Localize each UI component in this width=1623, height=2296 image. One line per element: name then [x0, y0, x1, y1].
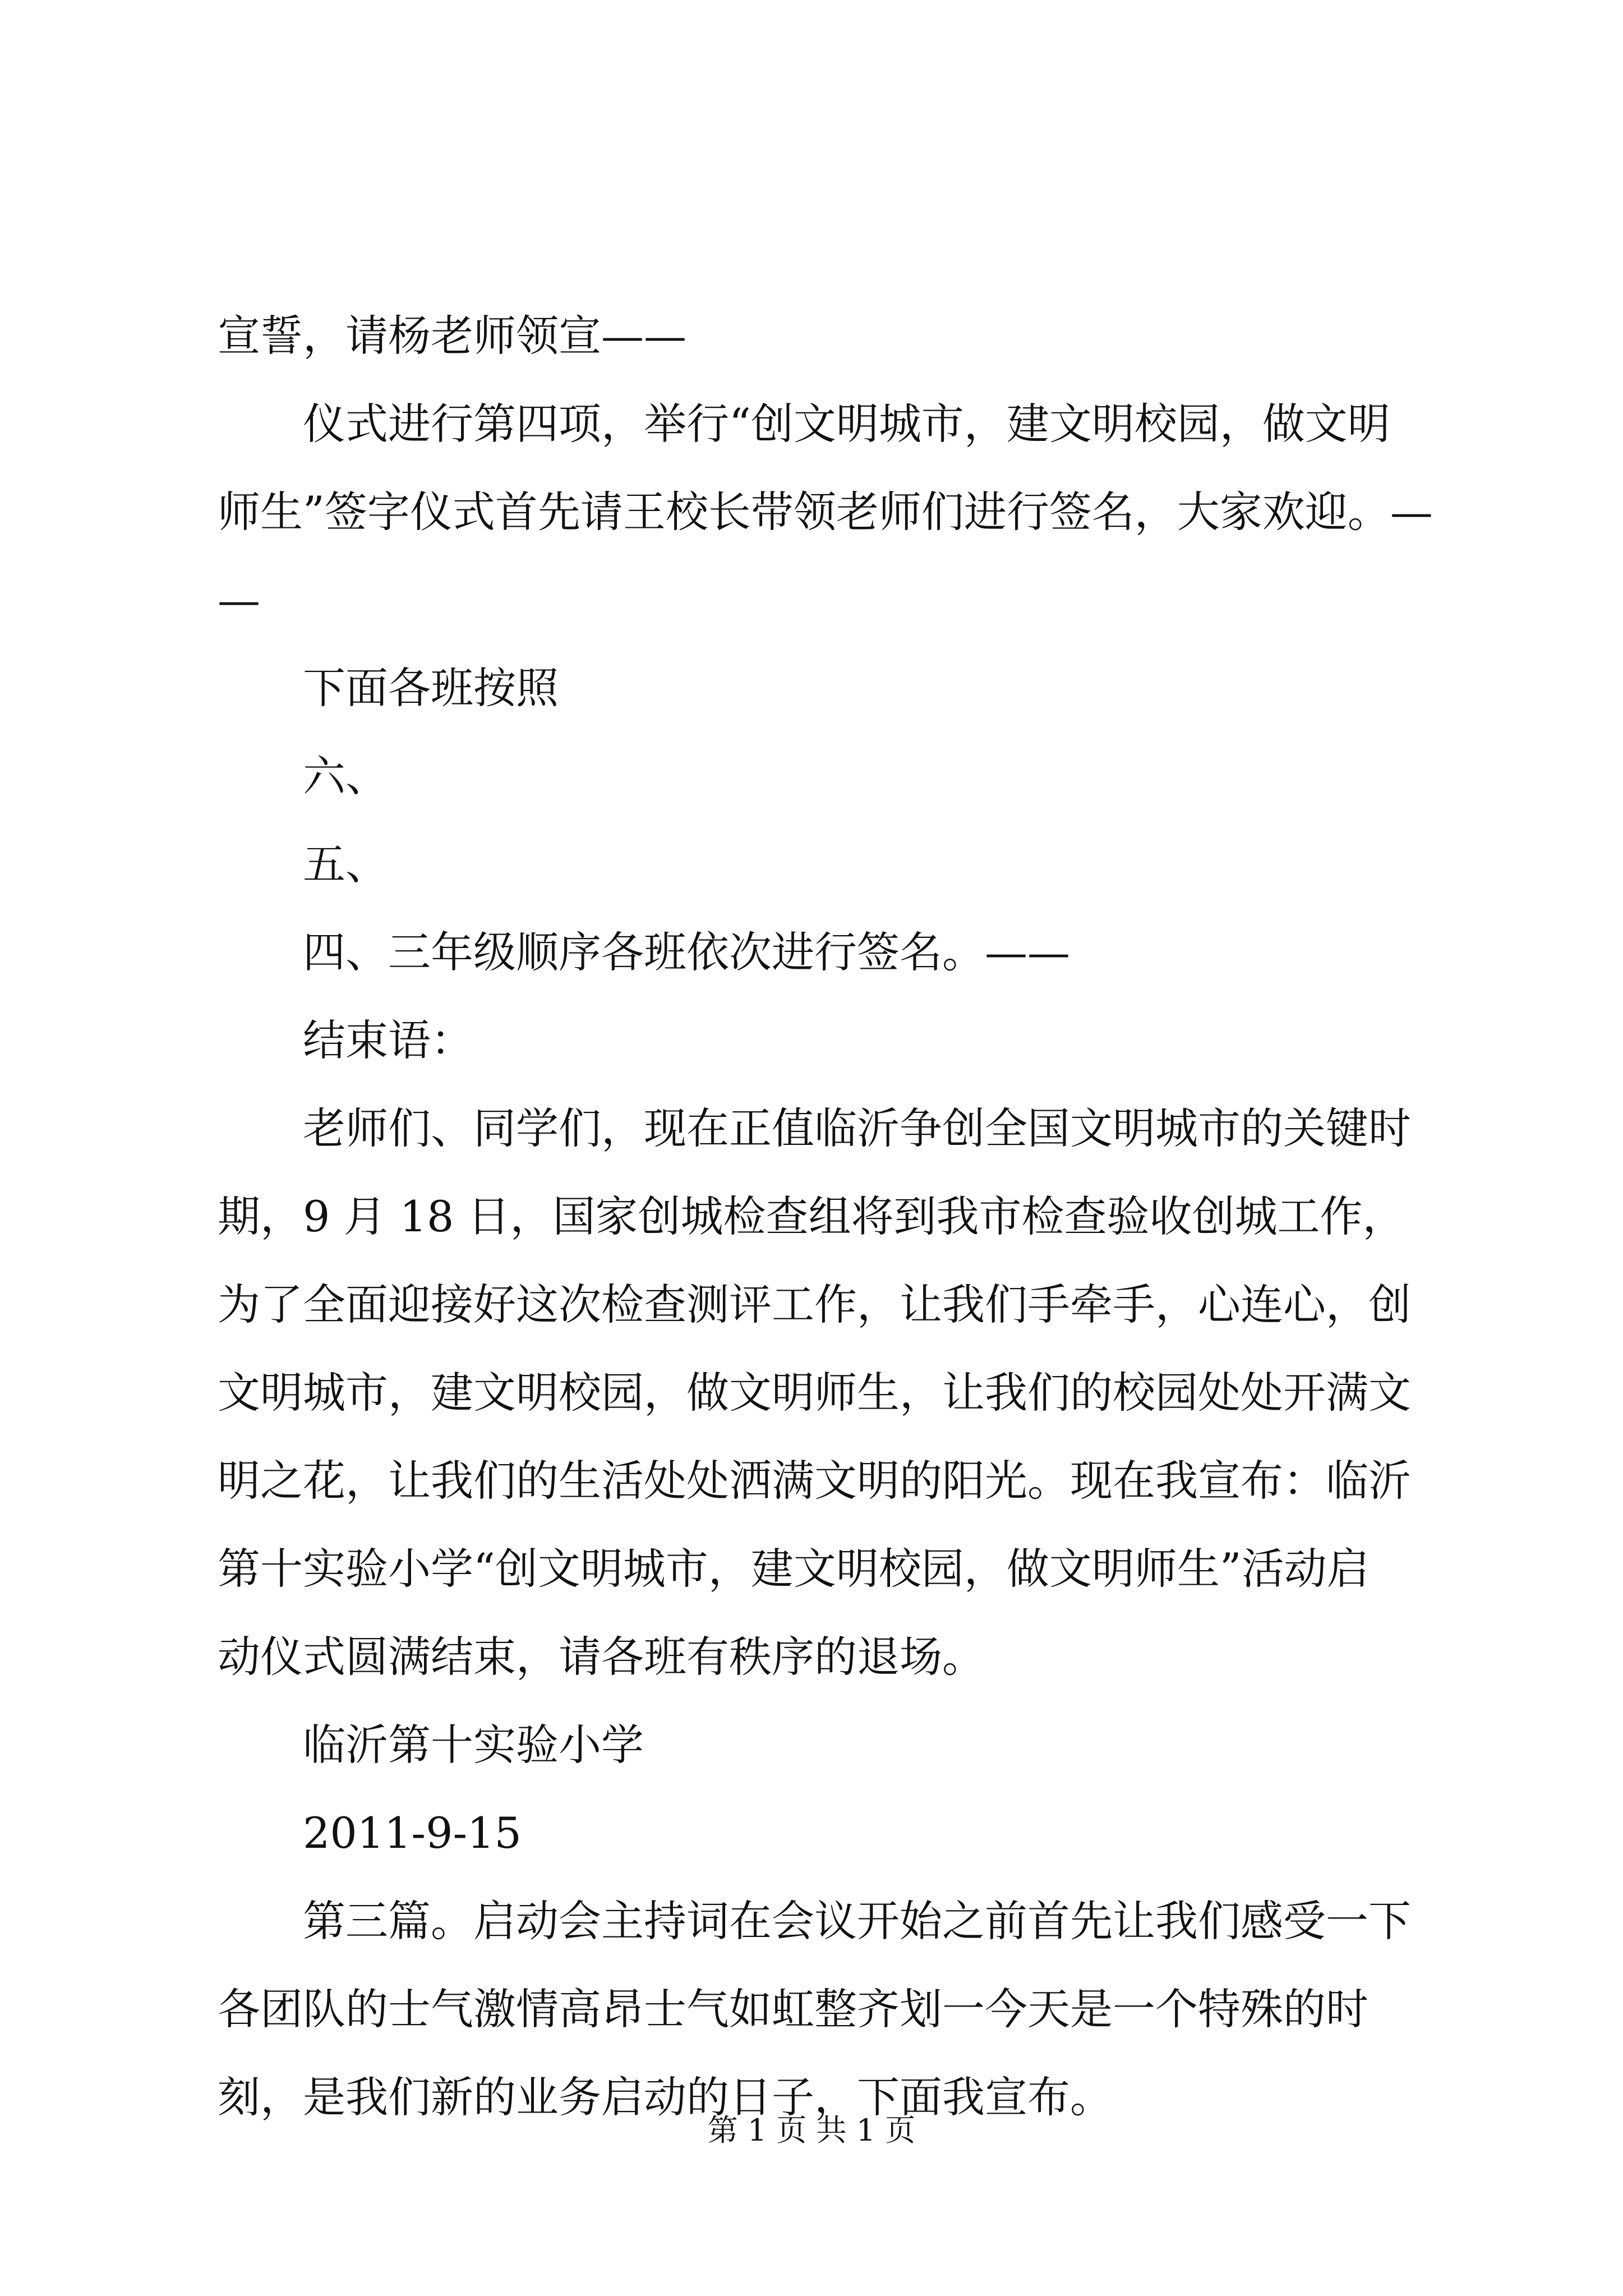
line-16: 动仪式圆满结束，请各班有秩序的退场。 — [218, 1632, 985, 1682]
line-12: 为了全面迎接好这次检查测评工作，让我们手牵手，心连心，创 — [218, 1280, 1411, 1329]
line-21: 刻，是我们新的业务启动的日子，下面我宣布。 — [218, 2072, 1113, 2122]
page-number-text: 第 1 页 共 1 页 — [707, 2113, 916, 2148]
document-body — [218, 292, 1433, 2141]
line-6: 六、 — [303, 751, 388, 801]
line-10: 老师们、同学们，现在正值临沂争创全国文明城市的关键时 — [303, 1103, 1411, 1153]
line-7: 五、 — [303, 839, 388, 889]
line-9: 结束语： — [303, 1015, 473, 1065]
line-19: 第三篇。启动会主持词在会议开始之前首先让我们感受一下 — [303, 1896, 1411, 1946]
line-4: — — [218, 575, 260, 625]
line-20: 各团队的士气激情高昂士气如虹整齐划一今天是一个特殊的时 — [218, 1984, 1368, 2034]
line-14: 明之花，让我们的生活处处洒满文明的阳光。现在我宣布：临沂 — [218, 1456, 1411, 1506]
page-footer — [0, 2106, 1623, 2150]
line-8: 四、三年级顺序各班依次进行签名。—— — [303, 927, 1070, 977]
line-13: 文明城市，建文明校园，做文明师生，让我们的校园处处开满文 — [218, 1368, 1411, 1418]
line-15: 第十实验小学“创文明城市，建文明校园，做文明师生”活动启 — [218, 1544, 1370, 1594]
line-3: 师生”签字仪式首先请王校长带领老师们进行签名，大家欢迎。— — [218, 487, 1433, 537]
line-2: 仪式进行第四项，举行“创文明城市，建文明校园，做文明 — [303, 399, 1390, 449]
line-5: 下面各班按照 — [303, 663, 559, 713]
line-18: 2011-9-15 — [303, 1808, 522, 1858]
line-1: 宣誓，请杨老师领宣—— — [218, 311, 686, 361]
line-17: 临沂第十实验小学 — [303, 1720, 644, 1770]
line-11: 期，9 月 18 日，国家创城检查组将到我市检查验收创城工作， — [218, 1191, 1405, 1241]
